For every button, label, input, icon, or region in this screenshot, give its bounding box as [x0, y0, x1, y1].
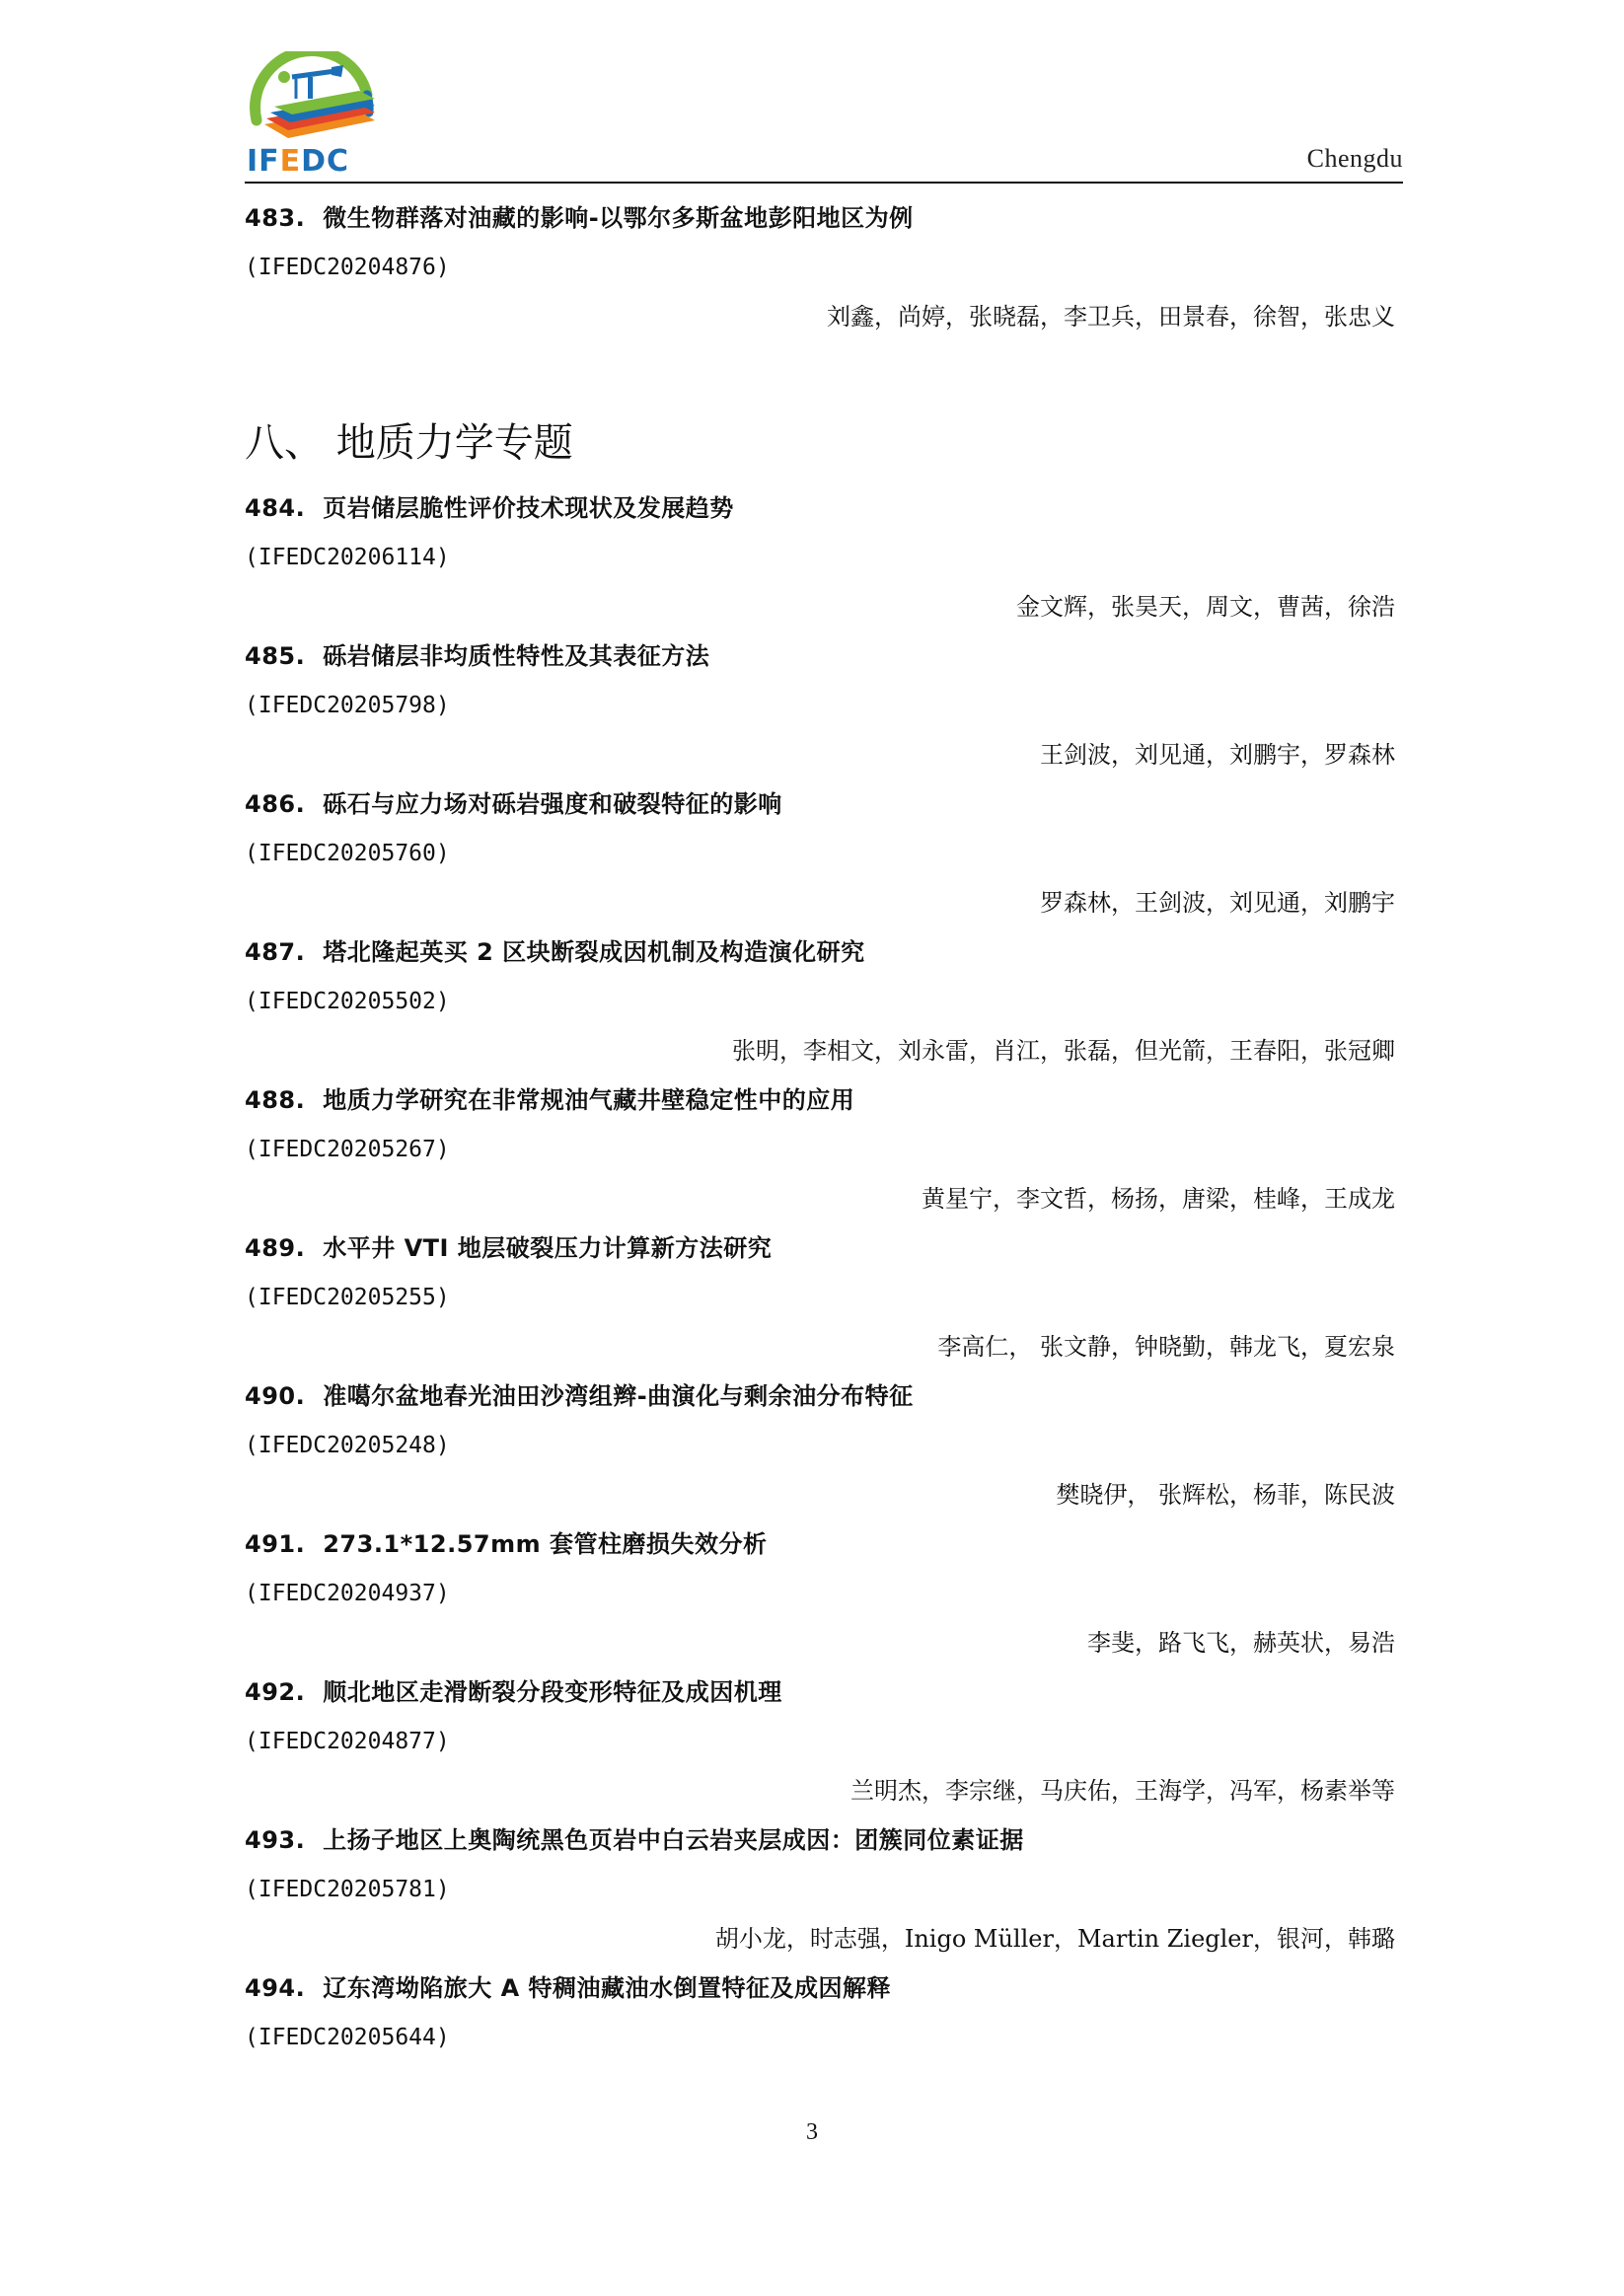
paper-title-text: 顺北地区走滑断裂分段变形特征及成因机理: [323, 1678, 782, 1706]
paper-number: 490.: [245, 1382, 306, 1410]
paper-title: [245, 1963, 1403, 2013]
paper-id: (IFEDC20205502): [245, 989, 450, 1014]
paper-entry: [245, 1963, 1403, 2062]
paper-title-text: 塔北隆起英买 2 区块断裂成因机制及构造演化研究: [323, 938, 865, 966]
paper-authors: 刘鑫，尚婷，张晓磊，李卫兵，田景春，徐智，张忠义: [827, 303, 1395, 331]
header-divider: [245, 182, 1403, 184]
paper-entry: [245, 1667, 1403, 1815]
paper-entry: [245, 1223, 1403, 1371]
paper-title: [245, 483, 1403, 533]
paper-authors: 李高仁， 张文静，钟晓勤，韩龙飞，夏宏泉: [937, 1333, 1395, 1361]
logo-text: [247, 144, 349, 179]
paper-title-text: 水平井 VTI 地层破裂压力计算新方法研究: [323, 1234, 773, 1262]
paper-id: (IFEDC20205255): [245, 1285, 450, 1310]
page-header: [245, 51, 1403, 184]
paper-entry: [245, 483, 1403, 631]
paper-title-text: 273.1*12.57mm 套管柱磨损失效分析: [323, 1530, 768, 1558]
paper-id: (IFEDC20205781): [245, 1877, 450, 1902]
paper-entry: [245, 1815, 1403, 1963]
paper-number: 485.: [245, 642, 306, 670]
paper-title-text: 准噶尔盆地春光油田沙湾组辫-曲演化与剩余油分布特征: [323, 1382, 914, 1410]
paper-authors: 樊晓伊， 张辉松，杨菲，陈民波: [1056, 1481, 1395, 1509]
paper-number: 483.: [245, 204, 306, 232]
paper-number: 489.: [245, 1234, 306, 1262]
paper-number: 484.: [245, 494, 306, 522]
paper-entry: [245, 779, 1403, 927]
paper-entry: [245, 1519, 1403, 1667]
paper-id: (IFEDC20204876): [245, 255, 450, 280]
paper-authors: 李斐，路飞飞，赫英状，易浩: [1087, 1629, 1395, 1657]
page-content: [245, 193, 1403, 2062]
section-heading: 八、 地质力学专题: [245, 420, 573, 466]
logo-emblem-icon: [245, 51, 383, 150]
paper-id: (IFEDC20205760): [245, 841, 450, 866]
paper-number: 493.: [245, 1826, 306, 1854]
paper-entry: [245, 631, 1403, 779]
paper-id: (IFEDC20205798): [245, 693, 450, 718]
paper-id: (IFEDC20205644): [245, 2025, 450, 2050]
paper-number: 492.: [245, 1678, 306, 1706]
header-city: Chengdu: [1306, 144, 1403, 173]
ifedc-logo: [245, 51, 383, 180]
paper-id: (IFEDC20206114): [245, 545, 450, 570]
paper-title-text: 上扬子地区上奥陶统黑色页岩中白云岩夹层成因：团簇同位素证据: [323, 1826, 1024, 1854]
paper-authors: 胡小龙，时志强，Inigo Müller，Martin Ziegler，银河，韩璐: [714, 1925, 1395, 1953]
paper-title-text: 地质力学研究在非常规油气藏井壁稳定性中的应用: [323, 1086, 855, 1114]
paper-authors: 张明，李相文，刘永雷，肖江，张磊，但光箭，王春阳，张冠卿: [732, 1037, 1395, 1065]
paper-title-text: 微生物群落对油藏的影响-以鄂尔多斯盆地彭阳地区为例: [323, 204, 914, 232]
paper-id: (IFEDC20204937): [245, 1581, 450, 1606]
paper-title: [245, 193, 1403, 243]
paper-title-text: 砾岩储层非均质性特性及其表征方法: [323, 642, 710, 670]
paper-title: [245, 1667, 1403, 1717]
paper-title: [245, 1223, 1403, 1273]
paper-number: 491.: [245, 1530, 306, 1558]
paper-number: 488.: [245, 1086, 306, 1114]
paper-entry: [245, 927, 1403, 1075]
logo-text-part: E: [279, 144, 302, 179]
paper-entry: [245, 193, 1403, 341]
paper-title-text: 页岩储层脆性评价技术现状及发展趋势: [323, 494, 734, 522]
paper-id: (IFEDC20204877): [245, 1729, 450, 1754]
paper-number: 494.: [245, 1974, 306, 2002]
paper-entry: [245, 1075, 1403, 1223]
paper-title: [245, 927, 1403, 977]
paper-title-text: 辽东湾坳陷旅大 A 特稠油藏油水倒置特征及成因解释: [323, 1974, 892, 2002]
paper-id: (IFEDC20205248): [245, 1433, 450, 1458]
paper-number: 487.: [245, 938, 306, 966]
paper-authors: 兰明杰，李宗继，马庆佑，王海学，冯军，杨素举等: [850, 1777, 1395, 1805]
page-number: 3: [806, 2119, 818, 2145]
paper-authors: 王剑波，刘见通，刘鹏宇，罗森林: [1040, 741, 1395, 769]
paper-id: (IFEDC20205267): [245, 1137, 450, 1162]
logo-text-part: IF: [247, 144, 280, 179]
paper-title: [245, 1815, 1403, 1865]
paper-title: [245, 779, 1403, 829]
paper-title: [245, 1519, 1403, 1569]
paper-title: [245, 631, 1403, 681]
paper-authors: 黄星宁，李文哲，杨扬，唐梁，桂峰，王成龙: [922, 1185, 1395, 1213]
logo-text-part: DC: [301, 144, 350, 179]
paper-title: [245, 1075, 1403, 1125]
paper-authors: 罗森林，王剑波，刘见通，刘鹏宇: [1040, 889, 1395, 917]
paper-title-text: 砾石与应力场对砾岩强度和破裂特征的影响: [323, 790, 782, 818]
paper-entry: [245, 1371, 1403, 1519]
paper-authors: 金文辉，张昊天，周文，曹茜，徐浩: [1016, 593, 1395, 621]
paper-number: 486.: [245, 790, 306, 818]
paper-title: [245, 1371, 1403, 1421]
